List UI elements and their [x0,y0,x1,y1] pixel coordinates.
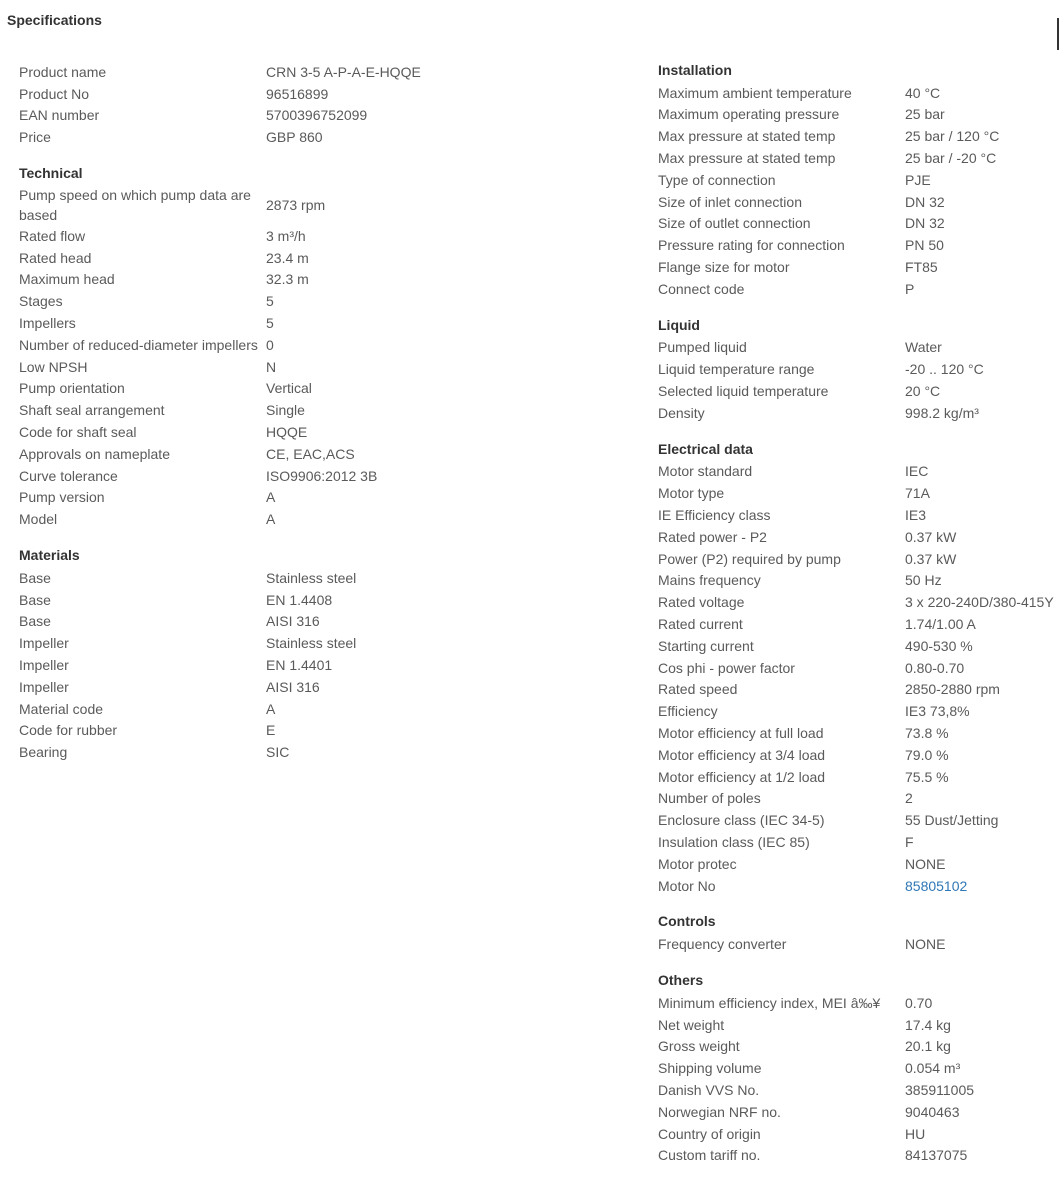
spec-label: Max pressure at stated temp [658,150,836,167]
section-heading: Technical [19,165,83,182]
spec-value: NONE [905,936,946,953]
section-heading: Controls [658,913,716,930]
spec-label: Curve tolerance [19,467,118,484]
spec-label: Motor efficiency at 1/2 load [658,768,826,785]
right-spec-column [658,60,1058,1181]
section-heading: Others [658,972,704,989]
spec-label: Custom tariff no. [658,1147,761,1164]
spec-label: Liquid temperature range [658,361,815,378]
spec-row [19,225,449,247]
spec-value: Water [905,339,942,356]
spec-row [19,312,449,334]
spec-label: Density [658,404,705,421]
spec-value: NONE [905,855,946,872]
spec-label: Maximum head [19,271,115,288]
spec-value: 2 [905,790,913,807]
spec-label: Max pressure at stated temp [658,128,836,145]
spec-row [19,741,449,763]
spec-row [658,125,1058,147]
spec-row [658,1057,1058,1079]
spec-label: Code for shaft seal [19,424,137,441]
spec-row [658,1101,1058,1123]
spec-row [19,676,449,698]
spec-row [658,1035,1058,1057]
spec-value: 40 °C [905,84,941,101]
spec-label: Impeller [19,678,69,695]
spec-value: 23.4 m [266,249,309,266]
spec-row [19,334,449,356]
spec-label: Material code [19,700,104,717]
spec-value: N [266,358,277,375]
spec-row [19,356,449,378]
spec-label: Shaft seal arrangement [19,402,165,419]
spec-value: Stainless steel [266,635,357,652]
spec-row [19,83,449,105]
spec-row [658,234,1058,256]
spec-value: HU [905,1125,926,1142]
spec-value: 55 Dust/Jetting [905,812,999,829]
spec-row [658,337,1058,359]
controls-section [658,911,1058,955]
spec-row [658,570,1058,592]
spec-row [19,247,449,269]
spec-row [658,358,1058,380]
spec-row [19,126,449,148]
spec-value: 385911005 [905,1081,975,1098]
spec-label: Motor No [658,877,716,894]
spec-label: Bearing [19,744,68,761]
spec-value: Single [266,402,305,419]
spec-value: P [905,280,915,297]
product-info-section [19,61,449,148]
spec-label: Motor protec [658,855,737,872]
spec-label: Number of poles [658,790,761,807]
spec-value: GBP 860 [266,129,323,146]
spec-row [658,831,1058,853]
spec-label: Danish VVS No. [658,1081,760,1098]
page-title: Specifications [7,12,102,28]
spec-value: A [266,700,276,717]
spec-row [658,504,1058,526]
spec-value: PJE [905,171,931,188]
spec-label: Rated head [19,249,92,266]
spec-row [19,443,449,465]
spec-row [658,548,1058,570]
spec-row [658,875,1058,897]
spec-value: AISI 316 [266,613,320,630]
liquid-section [658,315,1058,424]
spec-row [19,269,449,291]
spec-value: DN 32 [905,193,945,210]
spec-value: 17.4 kg [905,1016,951,1033]
spec-value: 0.70 [905,994,933,1011]
spec-row [19,698,449,720]
spec-label: Gross weight [658,1038,740,1055]
spec-row [658,635,1058,657]
spec-label: EAN number [19,107,100,124]
spec-label: Power (P2) required by pump [658,550,841,567]
spec-row [658,657,1058,679]
spec-row [658,700,1058,722]
spec-value: 1.74/1.00 A [905,616,976,633]
spec-value: CE, EAC,ACS [266,445,355,462]
spec-value: A [266,511,276,528]
spec-value: 3 x 220-240D/380-415Y [905,594,1054,611]
spec-label: Shipping volume [658,1060,762,1077]
spec-label: Maximum ambient temperature [658,84,852,101]
spec-value: 998.2 kg/m³ [905,404,979,421]
spec-label: Motor efficiency at full load [658,725,824,741]
spec-label: Rated power - P2 [658,528,767,545]
spec-value: AISI 316 [266,678,320,695]
motor-no-link[interactable]: 85805102 [905,877,968,894]
spec-label: Base [19,569,51,586]
spec-value: ISO9906:2012 3B [266,467,378,484]
spec-label: Pressure rating for connection [658,237,845,254]
spec-value: FT85 [905,259,938,276]
spec-row [658,1123,1058,1145]
spec-value: 71A [905,485,930,502]
spec-row [658,82,1058,104]
spec-row [658,788,1058,810]
spec-label: Pump orientation [19,380,125,397]
spec-row [19,508,449,530]
spec-value: CRN 3-5 A-P-A-E-HQQE [266,63,421,80]
spec-value: IE3 73,8% [905,703,970,720]
spec-label: Norwegian NRF no. [658,1103,781,1120]
spec-row [658,104,1058,126]
spec-row [19,399,449,421]
spec-row [658,191,1058,213]
spec-value: 25 bar / 120 °C [905,128,1000,145]
spec-value: 3 m³/h [266,227,306,244]
spec-row [658,482,1058,504]
spec-label: Type of connection [658,171,776,188]
spec-row [19,589,449,611]
spec-value: E [266,722,276,739]
scrollbar[interactable] [1057,18,1059,50]
spec-label: Insulation class (IEC 85) [658,833,810,850]
spec-label: Impeller [19,657,69,674]
spec-label: Minimum efficiency index, MEI â‰¥ [658,994,881,1011]
spec-row [658,679,1058,701]
spec-row [658,853,1058,875]
spec-row [19,720,449,742]
spec-row [658,613,1058,635]
materials-section [19,545,449,763]
spec-label: Maximum operating pressure [658,106,840,123]
spec-value: 0 [266,336,274,353]
spec-value: 0.80-0.70 [905,659,965,676]
spec-row [658,213,1058,235]
others-section [658,970,1058,1166]
spec-row [19,185,449,225]
spec-row [658,591,1058,613]
spec-value: IEC [905,463,929,480]
spec-label: Motor type [658,485,725,502]
spec-label: Rated speed [658,681,738,698]
spec-value: 20.1 kg [905,1038,951,1055]
spec-value: EN 1.4408 [266,591,333,608]
spec-label: Flange size for motor [658,259,790,276]
spec-label: Frequency converter [658,936,787,953]
spec-value: IE3 [905,507,927,524]
spec-value: -20 .. 120 °C [905,361,984,378]
spec-value: 20 °C [905,383,941,400]
spec-label: Product No [19,85,90,102]
spec-value: 5700396752099 [266,107,368,124]
spec-row [658,256,1058,278]
spec-label: Size of outlet connection [658,215,811,232]
technical-section [19,163,449,530]
spec-value: 2850-2880 rpm [905,681,1000,698]
spec-label: Approvals on nameplate [19,445,170,462]
spec-value: 50 Hz [905,572,942,589]
spec-value: Vertical [266,380,312,397]
spec-label: Stages [19,293,63,310]
spec-row [658,278,1058,300]
spec-value: 79.0 % [905,746,949,763]
spec-label: Rated voltage [658,594,745,611]
section-heading: Materials [19,547,80,564]
spec-value: 9040463 [905,1103,960,1120]
spec-value: 5 [266,315,274,332]
spec-label: Number of reduced-diameter impellers [19,336,258,353]
section-heading: Liquid [658,316,700,333]
spec-row [658,380,1058,402]
electrical-data-section [658,439,1058,897]
spec-label: Size of inlet connection [658,193,802,210]
spec-row [658,744,1058,766]
spec-value: F [905,833,914,850]
spec-label: Code for rubber [19,722,118,739]
spec-label: Rated flow [19,227,86,244]
section-heading: Installation [658,62,732,78]
spec-value: 0.37 kW [905,550,957,567]
spec-row [19,61,449,83]
spec-row [658,766,1058,788]
spec-row [658,1079,1058,1101]
spec-value: 75.5 % [905,768,949,785]
spec-label: Model [19,511,58,528]
spec-row [658,526,1058,548]
spec-row [658,1144,1058,1166]
spec-label: Product name [19,63,107,80]
spec-row [19,421,449,443]
spec-label: Starting current [658,637,754,654]
installation-section [658,60,1058,300]
spec-row [19,465,449,487]
spec-value: 0.37 kW [905,528,957,545]
spec-label: IE Efficiency class [658,507,771,524]
left-spec-column [19,61,449,778]
spec-label: Connect code [658,280,745,297]
spec-value: 5 [266,293,274,310]
spec-label: Motor efficiency at 3/4 load [658,746,826,763]
spec-value: 73.8 % [905,725,949,741]
spec-row [19,611,449,633]
spec-value: 96516899 [266,85,329,102]
spec-label: Cos phi - power factor [658,659,795,676]
spec-value: 2873 rpm [266,196,326,213]
spec-label: Rated current [658,616,743,633]
spec-label: Low NPSH [19,358,88,375]
spec-row [19,105,449,127]
spec-label: Base [19,613,51,630]
spec-row [19,654,449,676]
spec-label: Impellers [19,315,76,332]
spec-row [19,290,449,312]
spec-label: Mains frequency [658,572,761,589]
spec-row [658,147,1058,169]
spec-row [658,1014,1058,1036]
spec-row [658,933,1058,955]
spec-label: Country of origin [658,1125,761,1142]
spec-value: 25 bar / -20 °C [905,150,997,167]
spec-value: Stainless steel [266,569,357,586]
spec-label: Motor standard [658,463,753,480]
spec-row [19,632,449,654]
spec-label: Pumped liquid [658,339,747,356]
spec-value: EN 1.4401 [266,657,333,674]
spec-row [658,461,1058,483]
spec-value: PN 50 [905,237,944,254]
spec-label: Net weight [658,1016,725,1033]
spec-label: Efficiency [658,703,718,720]
spec-label: Price [19,129,51,146]
spec-label: Pump speed on which pump data are based [19,186,251,223]
spec-label: Impeller [19,635,69,652]
spec-value: 490-530 % [905,637,973,654]
spec-value: 32.3 m [266,271,309,288]
spec-row [658,722,1058,744]
spec-row [658,169,1058,191]
spec-label: Pump version [19,489,105,506]
spec-row [658,809,1058,831]
spec-row [658,992,1058,1014]
spec-value: 25 bar [905,106,945,123]
spec-row [19,567,449,589]
spec-label: Base [19,591,51,608]
spec-row [19,378,449,400]
spec-value: A [266,489,276,506]
spec-label: Selected liquid temperature [658,383,829,400]
spec-value: HQQE [266,424,308,441]
spec-value: DN 32 [905,215,945,232]
spec-value: SIC [266,744,290,761]
spec-row [19,487,449,509]
section-heading: Electrical data [658,440,753,457]
spec-value: 84137075 [905,1147,968,1164]
spec-label: Enclosure class (IEC 34-5) [658,812,825,829]
spec-row [658,402,1058,424]
spec-value: 0.054 m³ [905,1060,961,1077]
